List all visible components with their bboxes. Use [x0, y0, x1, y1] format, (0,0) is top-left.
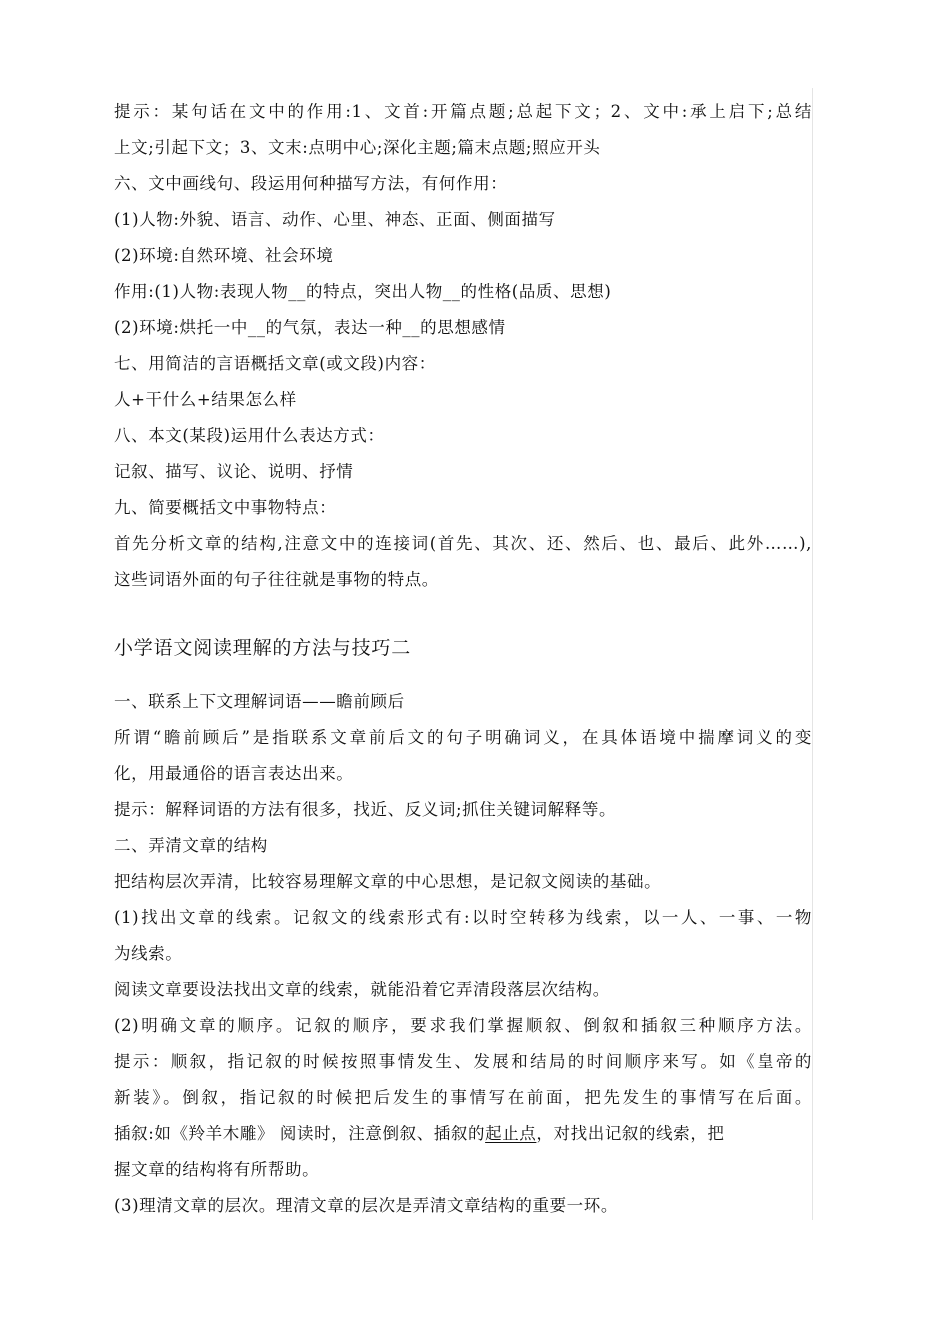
tip-order-line-3-start: 插叙:如《羚羊木雕》 阅读时，注意倒叙、插叙的 — [114, 1124, 486, 1143]
tip-sentence-role-line-1: 提示：某句话在文中的作用:1、文首:开篇点题;总起下文；2、文中:承上启下;总结 — [114, 102, 812, 121]
order-paragraph: (2)明确文章的顺序。记叙的顺序，要求我们掌握顺叙、倒叙和插叙三种顺序方法。 — [114, 1016, 812, 1035]
heading-two: 二、弄清文章的结构 — [114, 836, 268, 855]
heading-nine: 九、简要概括文中事物特点： — [114, 498, 337, 517]
features-paragraph-line-2: 这些词语外面的句子往往就是事物的特点。 — [114, 570, 439, 589]
clue-paragraph-line-2: 为线索。 — [114, 944, 183, 963]
tip-sentence-role-line-2: 上文;引起下文；3、文末:点明中心;深化主题;篇末点题;照应开头 — [114, 138, 601, 157]
expression-modes: 记叙、描写、议论、说明、抒情 — [114, 462, 354, 481]
effect-character: 作用:(1)人物:表现人物__的特点，突出人物__的性格(品质、思想) — [114, 282, 612, 301]
effect-environment: (2)环境:烘托一中__的气氛，表达一种__的思想感情 — [114, 318, 506, 337]
document-body — [114, 94, 814, 1224]
tip-order-line-1: 提示：顺叙，指记叙的时候按照事情发生、发展和结局的时间顺序来写。如《皇帝的 — [114, 1052, 812, 1071]
features-paragraph-line-1: 首先分析文章的结构,注意文中的连接词(首先、其次、还、然后、也、最后、此外……), — [114, 534, 812, 553]
tip-order-line-3 — [114, 1116, 814, 1152]
item-environment-description: (2)环境:自然环境、社会环境 — [114, 246, 334, 265]
structure-paragraph: 把结构层次弄清，比较容易理解文章的中心思想，是记叙文阅读的基础。 — [114, 872, 662, 891]
heading-eight: 八、本文(某段)运用什么表达方式： — [114, 426, 385, 445]
tip-word-explanation: 提示：解释词语的方法有很多，找近、反义词;抓住关键词解释等。 — [114, 800, 617, 819]
section-title: 小学语文阅读理解的方法与技巧二 — [114, 637, 412, 659]
clue-paragraph-line-3: 阅读文章要设法找出文章的线索，就能沿着它弄清段落层次结构。 — [114, 980, 610, 999]
heading-one: 一、联系上下文理解词语——瞻前顾后 — [114, 692, 405, 711]
tip-order-line-2: 新装》。倒叙，指记叙的时候把后发生的事情写在前面，把先发生的事情写在后面。 — [114, 1088, 812, 1107]
summary-formula: 人+干什么+结果怎么样 — [114, 390, 297, 409]
context-paragraph-line-1: 所谓“瞻前顾后”是指联系文章前后文的句子明确词义，在具体语境中揣摩词义的变 — [114, 728, 812, 747]
layers-paragraph: (3)理清文章的层次。理清文章的层次是弄清文章结构的重要一环。 — [114, 1196, 618, 1215]
tip-order-line-3-end: ，对找出记叙的线索，把 — [536, 1124, 725, 1143]
underlined-start-end-point: 起止点 — [485, 1124, 537, 1143]
tip-order-line-4: 握文章的结构将有所帮助。 — [114, 1160, 320, 1179]
context-paragraph-line-2: 化，用最通俗的语言表达出来。 — [114, 764, 354, 783]
clue-paragraph-line-1: (1)找出文章的线索。记叙文的线索形式有:以时空转移为线索，以一人、一事、一物 — [114, 908, 812, 927]
item-character-description: (1)人物:外貌、语言、动作、心里、神态、正面、侧面描写 — [114, 210, 556, 229]
heading-seven: 七、用简洁的言语概括文章(或文段)内容： — [114, 354, 436, 373]
heading-six: 六、文中画线句、段运用何种描写方法，有何作用： — [114, 174, 508, 193]
